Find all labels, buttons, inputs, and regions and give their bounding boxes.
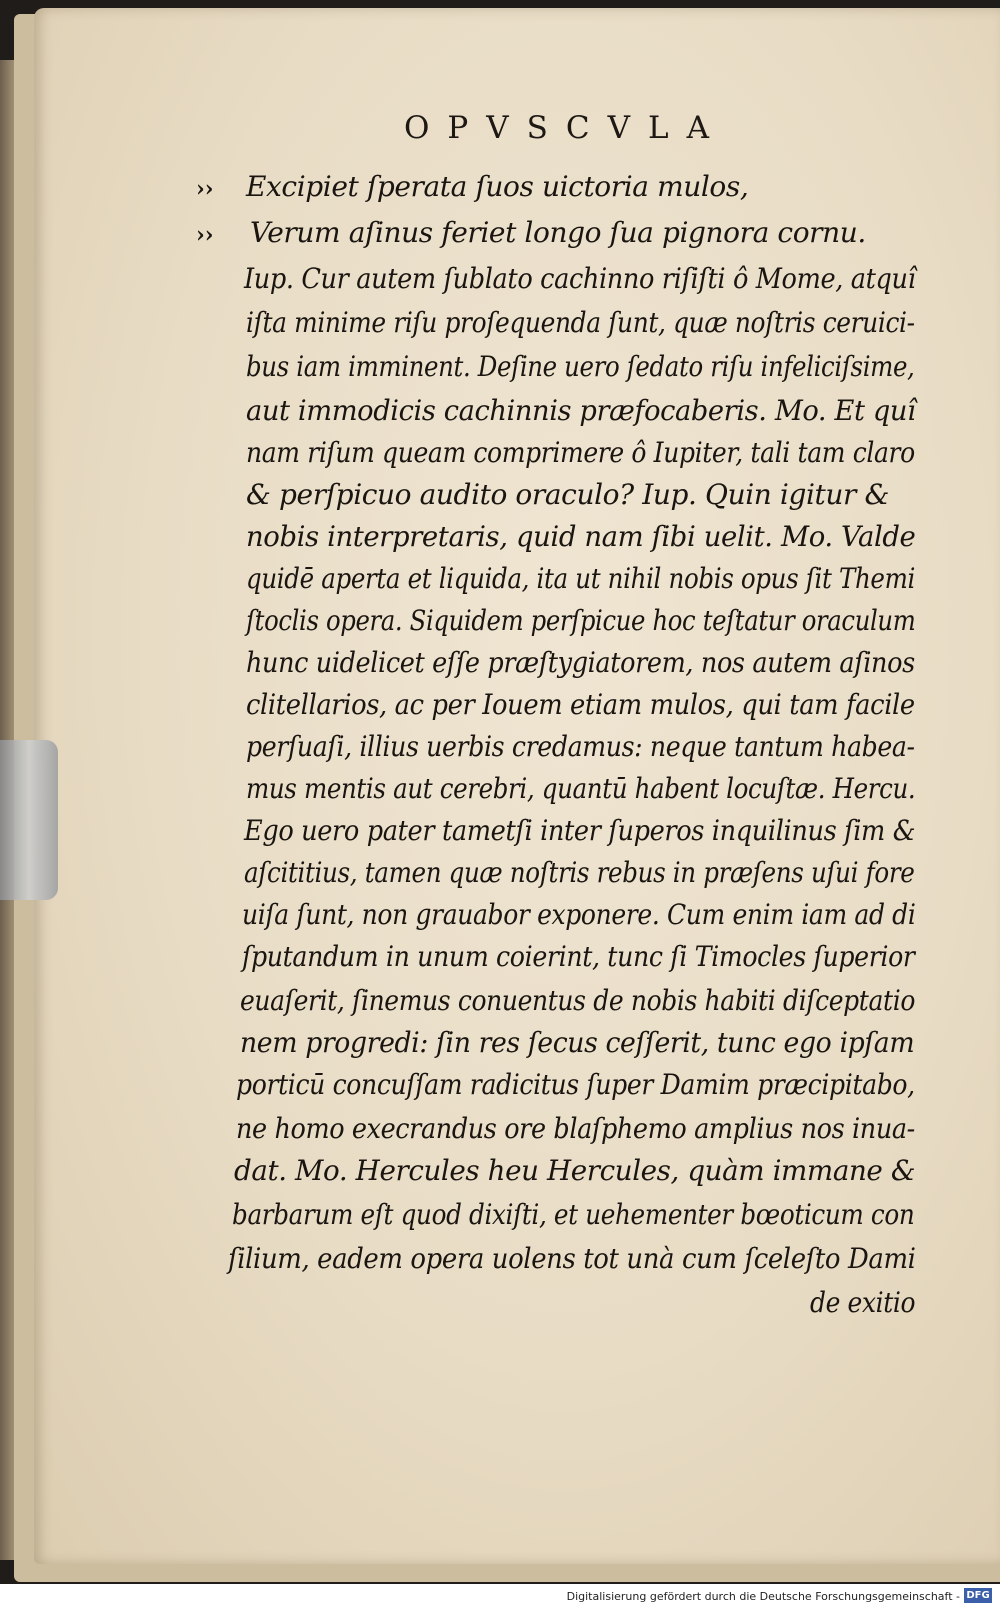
catchword: de exitio xyxy=(810,1286,916,1319)
text-line: Excipiet ſperata ſuos uictoria mulos, xyxy=(246,170,749,203)
text-line: barbarum eſt quod dixiſti, et uehementer bœoticum con xyxy=(232,1198,915,1231)
text-line: ſilium, eadem opera uolens tot unà cum ſceleſto Dami xyxy=(228,1242,916,1275)
text-line: mus mentis aut cerebri, quantū habent locuſtæ. Hercu. xyxy=(246,772,916,805)
text-line: porticū concuſſam radicitus ſuper Damim præcipitabo, xyxy=(236,1068,915,1101)
quote-mark: ›› xyxy=(196,222,214,248)
text-line: aut immodicis cachinnis præfocaberis. Mo. Et quî xyxy=(246,394,916,427)
text-line: nam riſum queam comprimere ô Iupiter, tali tam claro xyxy=(246,436,915,469)
text-line: ne homo execrandus ore blaſphemo amplius nos inua- xyxy=(236,1112,915,1145)
text-line: ſputandum in unum coierint, tunc ſi Timocles ſuperior xyxy=(242,940,915,973)
text-line: nobis interpretaris, quid nam ſibi uelit. Mo. Valde xyxy=(246,520,916,553)
footer-credit: Digitalisierung gefördert durch die Deutsche Forschungsgemeinschaft - xyxy=(566,1590,960,1603)
text-line: hunc uidelicet eſſe præſtygiatorem, nos autem aſinos xyxy=(246,646,915,679)
text-line: bus iam imminent. Deſine uero ſedato riſu infeliciſsime, xyxy=(246,350,915,383)
text-line: ſtoclis opera. Siquidem perſpicue hoc teſtatur oraculum xyxy=(246,604,916,637)
quote-mark: ›› xyxy=(196,176,214,202)
text-line: uiſa ſunt, non grauabor exponere. Cum enim iam ad di xyxy=(242,898,916,931)
text-line: Ego uero pater tametſi inter ſuperos inquilinus ſim & xyxy=(244,814,916,847)
text-line: euaſerit, ſinemus conuentus de nobis habiti diſceptatio xyxy=(240,984,916,1017)
running-title: OPVSCVLA xyxy=(404,110,727,146)
text-line: perſuaſi, illius uerbis credamus: neque tantum habea- xyxy=(246,730,915,763)
dfg-logo: DFG xyxy=(964,1588,992,1603)
text-line: iſta minime riſu proſequenda ſunt, quæ noſtris ceruici- xyxy=(246,306,915,339)
text-line: & perſpicuo audito oraculo? Iup. Quin igitur & xyxy=(246,478,890,511)
text-line: aſcititius, tamen quæ noſtris rebus in præſens uſui fore xyxy=(244,856,915,889)
text-line: Verum aſinus feriet longo ſua pignora cornu. xyxy=(250,216,866,249)
text-line: clitellarios, ac per Iouem etiam mulos, qui tam facile xyxy=(246,688,915,721)
text-line: quidē aperta et liquida, ita ut nihil nobis opus ſit Themi xyxy=(246,562,915,595)
footer-bar xyxy=(0,1584,1000,1606)
text-line: Iup. Cur autem ſublato cachinno riſiſti ô Mome, atquî xyxy=(244,262,916,295)
page-clip xyxy=(0,740,58,900)
text-line: nem progredi: ſin res ſecus ceſſerit, tunc ego ipſam xyxy=(240,1026,915,1059)
text-line: dat. Mo. Hercules heu Hercules, quàm immane & xyxy=(234,1154,916,1187)
